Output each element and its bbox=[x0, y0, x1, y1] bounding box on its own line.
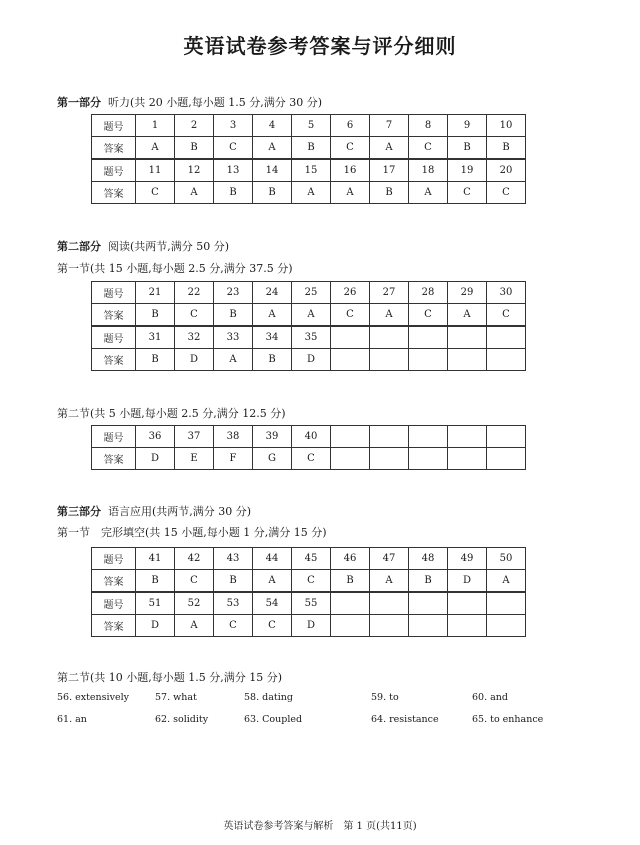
question-number-row bbox=[92, 592, 526, 615]
fill-answer: 62. solidity bbox=[155, 714, 209, 725]
question-number-cell: 37 bbox=[175, 426, 214, 448]
row-header: 题号 bbox=[92, 326, 136, 349]
question-number-cell: 47 bbox=[370, 548, 409, 570]
answer-cell bbox=[370, 615, 409, 637]
answer-cell: B bbox=[370, 182, 409, 204]
answer-cell: A bbox=[292, 182, 331, 204]
question-number-cell bbox=[409, 326, 448, 349]
answer-cell: G bbox=[253, 448, 292, 470]
fill-answer: 63. Coupled bbox=[244, 714, 303, 725]
question-number-cell: 33 bbox=[214, 326, 253, 349]
question-number-cell bbox=[448, 592, 487, 615]
row-header: 答案 bbox=[92, 615, 136, 637]
fill-answer: 65. to enhance bbox=[472, 714, 544, 725]
row-header: 答案 bbox=[92, 349, 136, 371]
question-number-cell bbox=[409, 592, 448, 615]
answer-cell: A bbox=[292, 304, 331, 327]
question-number-cell: 39 bbox=[253, 426, 292, 448]
question-number-cell: 31 bbox=[136, 326, 175, 349]
answer-row bbox=[92, 182, 526, 204]
question-number-cell: 5 bbox=[292, 115, 331, 137]
answer-row bbox=[92, 615, 526, 637]
answer-cell: A bbox=[370, 137, 409, 160]
part3-section2-heading: 第二节(共 10 小题,每小题 1.5 分,满分 15 分) bbox=[57, 671, 283, 684]
part2-section1-heading: 第一节(共 15 小题,每小题 2.5 分,满分 37.5 分) bbox=[57, 262, 293, 275]
question-number-cell: 46 bbox=[331, 548, 370, 570]
answer-cell: A bbox=[253, 570, 292, 593]
answer-cell: D bbox=[292, 615, 331, 637]
part1-heading-text: 听力(共 20 小题,每小题 1.5 分,满分 30 分) bbox=[108, 96, 323, 109]
answer-cell: C bbox=[331, 137, 370, 160]
question-number-cell bbox=[487, 426, 526, 448]
question-number-cell bbox=[331, 426, 370, 448]
answer-cell: A bbox=[214, 349, 253, 371]
answer-cell: C bbox=[175, 570, 214, 593]
answer-cell: A bbox=[136, 137, 175, 160]
question-number-cell: 51 bbox=[136, 592, 175, 615]
answer-cell: A bbox=[253, 304, 292, 327]
answer-cell: C bbox=[448, 182, 487, 204]
answer-cell: A bbox=[370, 570, 409, 593]
answer-cell: C bbox=[331, 304, 370, 327]
question-number-cell: 22 bbox=[175, 282, 214, 304]
answer-cell: C bbox=[292, 570, 331, 593]
answer-cell: A bbox=[409, 182, 448, 204]
question-number-cell: 40 bbox=[292, 426, 331, 448]
row-header: 题号 bbox=[92, 282, 136, 304]
question-number-cell: 17 bbox=[370, 159, 409, 182]
answer-cell: F bbox=[214, 448, 253, 470]
question-number-cell bbox=[331, 326, 370, 349]
answer-cell bbox=[370, 349, 409, 371]
question-number-cell: 27 bbox=[370, 282, 409, 304]
question-number-cell: 8 bbox=[409, 115, 448, 137]
row-header: 题号 bbox=[92, 115, 136, 137]
question-number-cell: 3 bbox=[214, 115, 253, 137]
answer-cell: B bbox=[292, 137, 331, 160]
question-number-cell: 52 bbox=[175, 592, 214, 615]
question-number-cell bbox=[370, 326, 409, 349]
question-number-cell bbox=[409, 426, 448, 448]
answer-cell bbox=[448, 349, 487, 371]
part2-heading-text: 阅读(共两节,满分 50 分) bbox=[108, 240, 230, 253]
question-number-cell: 54 bbox=[253, 592, 292, 615]
answer-cell: D bbox=[136, 615, 175, 637]
answer-cell: A bbox=[175, 615, 214, 637]
question-number-cell: 50 bbox=[487, 548, 526, 570]
question-number-cell: 19 bbox=[448, 159, 487, 182]
question-number-cell: 12 bbox=[175, 159, 214, 182]
answer-row bbox=[92, 349, 526, 371]
answer-cell bbox=[487, 615, 526, 637]
question-number-cell bbox=[331, 592, 370, 615]
part2-heading-label: 第二部分 bbox=[57, 240, 101, 253]
question-number-cell: 14 bbox=[253, 159, 292, 182]
part3-heading-text: 语言应用(共两节,满分 30 分) bbox=[108, 505, 252, 518]
answer-cell: C bbox=[409, 304, 448, 327]
answer-cell bbox=[448, 615, 487, 637]
question-number-cell: 41 bbox=[136, 548, 175, 570]
fill-answer: 58. dating bbox=[244, 692, 293, 703]
answer-cell bbox=[370, 448, 409, 470]
question-number-cell: 1 bbox=[136, 115, 175, 137]
question-number-cell: 18 bbox=[409, 159, 448, 182]
question-number-cell: 35 bbox=[292, 326, 331, 349]
question-number-cell: 34 bbox=[253, 326, 292, 349]
fill-answer: 60. and bbox=[472, 692, 508, 703]
question-number-cell: 55 bbox=[292, 592, 331, 615]
part3-section1-heading: 第一节 完形填空(共 15 小题,每小题 1 分,满分 15 分) bbox=[57, 526, 327, 539]
answer-cell bbox=[331, 349, 370, 371]
question-number-cell: 29 bbox=[448, 282, 487, 304]
question-number-cell: 26 bbox=[331, 282, 370, 304]
answer-cell: B bbox=[136, 304, 175, 327]
question-number-cell: 4 bbox=[253, 115, 292, 137]
part2-section2-heading: 第二节(共 5 小题,每小题 2.5 分,满分 12.5 分) bbox=[57, 407, 286, 420]
question-number-cell bbox=[370, 426, 409, 448]
question-number-cell: 6 bbox=[331, 115, 370, 137]
part2-section1-answer-table bbox=[91, 281, 526, 371]
answer-cell: B bbox=[487, 137, 526, 160]
answer-cell: B bbox=[253, 349, 292, 371]
part1-heading bbox=[57, 94, 322, 110]
question-number-cell: 15 bbox=[292, 159, 331, 182]
answer-cell: C bbox=[136, 182, 175, 204]
answer-cell: B bbox=[214, 570, 253, 593]
question-number-cell: 10 bbox=[487, 115, 526, 137]
question-number-cell: 48 bbox=[409, 548, 448, 570]
row-header: 题号 bbox=[92, 159, 136, 182]
page-title: 英语试卷参考答案与评分细则 bbox=[183, 34, 457, 58]
part3-heading bbox=[57, 503, 251, 519]
part2-section2-answer-table bbox=[91, 425, 526, 470]
question-number-cell bbox=[370, 592, 409, 615]
answer-cell: B bbox=[214, 182, 253, 204]
question-number-cell: 53 bbox=[214, 592, 253, 615]
answer-cell: B bbox=[136, 349, 175, 371]
question-number-cell: 49 bbox=[448, 548, 487, 570]
answer-cell: B bbox=[409, 570, 448, 593]
answer-cell: D bbox=[448, 570, 487, 593]
question-number-row bbox=[92, 326, 526, 349]
answer-cell bbox=[331, 615, 370, 637]
question-number-cell: 38 bbox=[214, 426, 253, 448]
fill-answer: 59. to bbox=[371, 692, 399, 703]
answer-row bbox=[92, 137, 526, 160]
answer-cell: A bbox=[175, 182, 214, 204]
row-header: 答案 bbox=[92, 570, 136, 593]
part3-section1-answer-table bbox=[91, 547, 526, 637]
answer-cell: D bbox=[175, 349, 214, 371]
answer-cell bbox=[487, 349, 526, 371]
answer-cell: C bbox=[487, 182, 526, 204]
question-number-cell: 24 bbox=[253, 282, 292, 304]
answer-cell: B bbox=[448, 137, 487, 160]
answer-cell: D bbox=[136, 448, 175, 470]
answer-cell bbox=[448, 448, 487, 470]
answer-cell: C bbox=[214, 615, 253, 637]
question-number-row bbox=[92, 159, 526, 182]
answer-row bbox=[92, 570, 526, 593]
answer-cell: B bbox=[214, 304, 253, 327]
question-number-cell: 16 bbox=[331, 159, 370, 182]
question-number-cell: 42 bbox=[175, 548, 214, 570]
answer-cell: B bbox=[136, 570, 175, 593]
question-number-cell: 32 bbox=[175, 326, 214, 349]
question-number-cell: 23 bbox=[214, 282, 253, 304]
part3-heading-label: 第三部分 bbox=[57, 505, 101, 518]
question-number-cell: 9 bbox=[448, 115, 487, 137]
question-number-cell: 2 bbox=[175, 115, 214, 137]
row-header: 答案 bbox=[92, 137, 136, 160]
row-header: 答案 bbox=[92, 182, 136, 204]
answer-cell: C bbox=[214, 137, 253, 160]
answer-cell: B bbox=[175, 137, 214, 160]
answer-cell: C bbox=[487, 304, 526, 327]
question-number-cell bbox=[487, 592, 526, 615]
answer-cell: A bbox=[487, 570, 526, 593]
question-number-row bbox=[92, 115, 526, 137]
fill-answer: 61. an bbox=[57, 714, 87, 725]
row-header: 题号 bbox=[92, 548, 136, 570]
answer-cell: B bbox=[331, 570, 370, 593]
answer-cell bbox=[409, 448, 448, 470]
question-number-cell: 7 bbox=[370, 115, 409, 137]
question-number-cell: 21 bbox=[136, 282, 175, 304]
question-number-cell bbox=[448, 326, 487, 349]
question-number-cell: 30 bbox=[487, 282, 526, 304]
answer-cell: C bbox=[253, 615, 292, 637]
answer-cell: C bbox=[292, 448, 331, 470]
question-number-cell: 13 bbox=[214, 159, 253, 182]
fill-answer: 56. extensively bbox=[57, 692, 129, 703]
part1-heading-label: 第一部分 bbox=[57, 96, 101, 109]
question-number-cell: 45 bbox=[292, 548, 331, 570]
question-number-cell: 43 bbox=[214, 548, 253, 570]
answer-cell: C bbox=[175, 304, 214, 327]
question-number-row bbox=[92, 548, 526, 570]
answer-cell bbox=[409, 615, 448, 637]
answer-row bbox=[92, 448, 526, 470]
question-number-cell: 11 bbox=[136, 159, 175, 182]
answer-cell: A bbox=[253, 137, 292, 160]
question-number-cell: 20 bbox=[487, 159, 526, 182]
fill-answer: 57. what bbox=[155, 692, 197, 703]
answer-cell: A bbox=[448, 304, 487, 327]
question-number-row bbox=[92, 282, 526, 304]
question-number-cell: 44 bbox=[253, 548, 292, 570]
fill-answer: 64. resistance bbox=[371, 714, 439, 725]
answer-row bbox=[92, 304, 526, 327]
answer-cell: E bbox=[175, 448, 214, 470]
answer-cell: B bbox=[253, 182, 292, 204]
answer-cell bbox=[487, 448, 526, 470]
part2-heading bbox=[57, 238, 229, 254]
question-number-cell bbox=[487, 326, 526, 349]
answer-cell: A bbox=[370, 304, 409, 327]
answer-cell: A bbox=[331, 182, 370, 204]
row-header: 答案 bbox=[92, 448, 136, 470]
part1-answer-table bbox=[91, 114, 526, 204]
question-number-cell: 25 bbox=[292, 282, 331, 304]
question-number-cell bbox=[448, 426, 487, 448]
answer-cell bbox=[331, 448, 370, 470]
answer-cell: D bbox=[292, 349, 331, 371]
question-number-row bbox=[92, 426, 526, 448]
row-header: 答案 bbox=[92, 304, 136, 327]
row-header: 题号 bbox=[92, 592, 136, 615]
question-number-cell: 36 bbox=[136, 426, 175, 448]
answer-cell bbox=[409, 349, 448, 371]
question-number-cell: 28 bbox=[409, 282, 448, 304]
row-header: 题号 bbox=[92, 426, 136, 448]
page-footer: 英语试卷参考答案与解析 第 1 页(共11页) bbox=[223, 821, 417, 832]
answer-cell: C bbox=[409, 137, 448, 160]
